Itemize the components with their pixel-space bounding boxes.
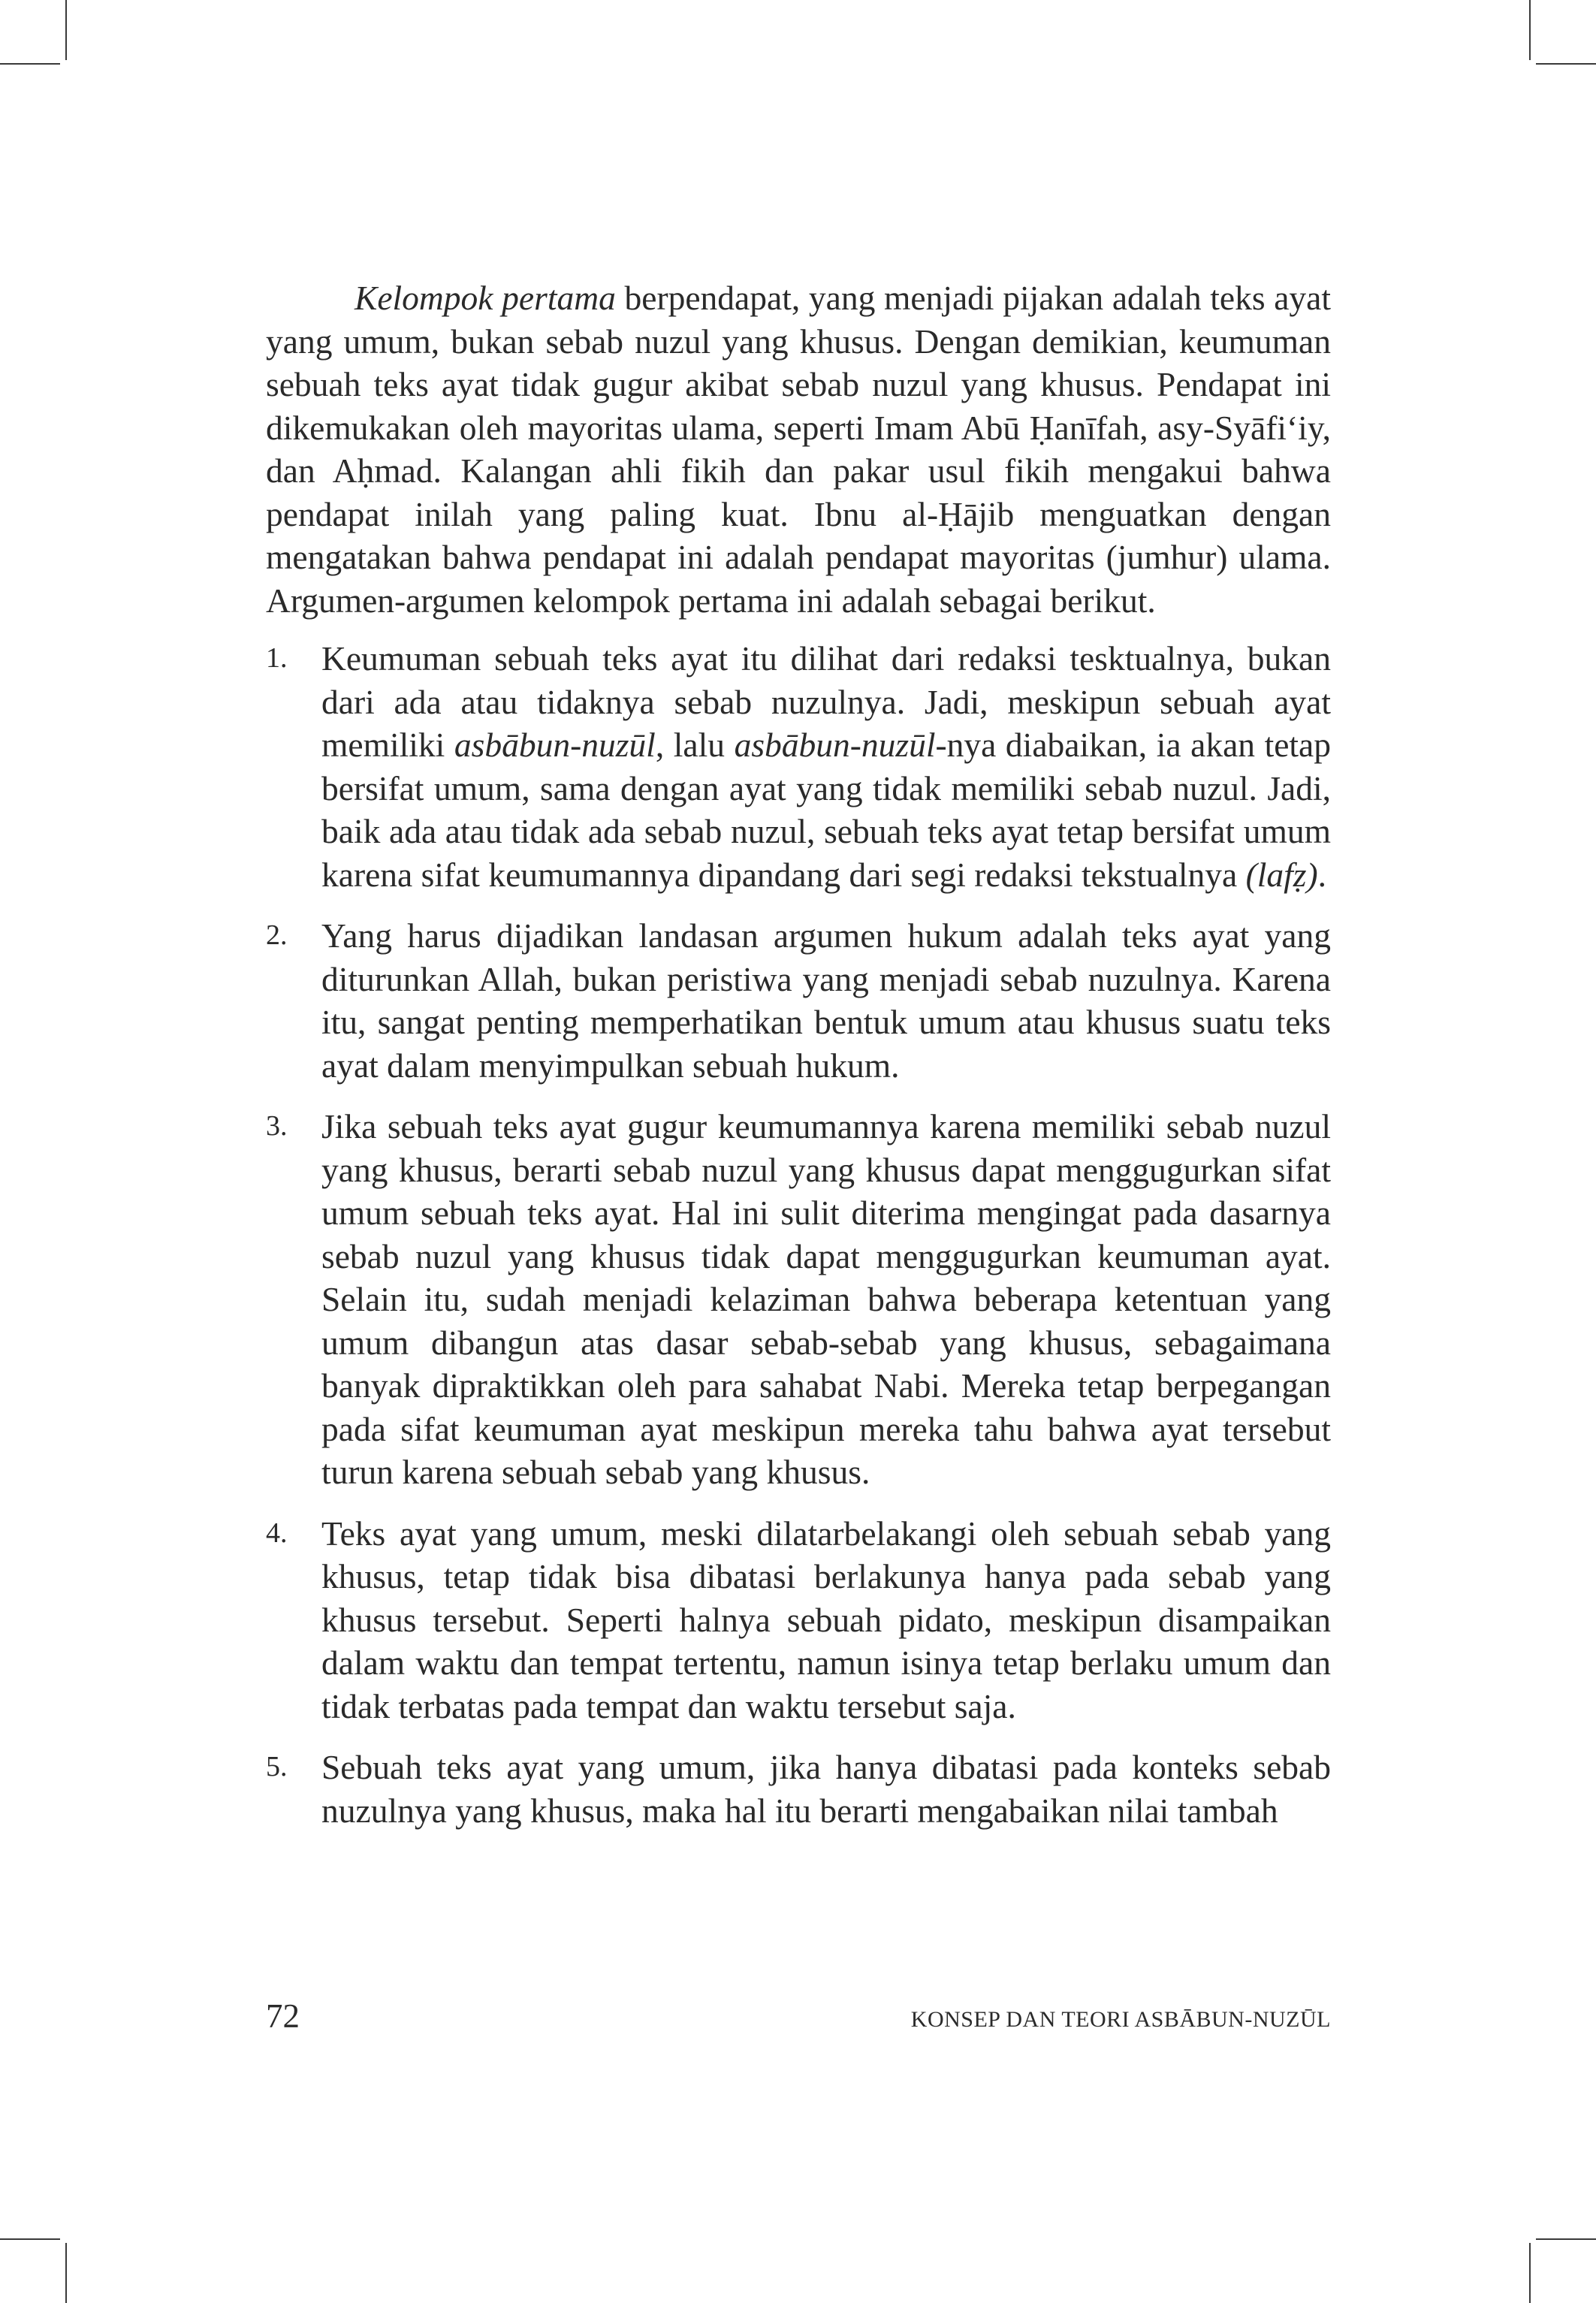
argument-text: Yang harus dijadikan landasan argumen hukum adalah teks ayat yang diturunkan Allah, bukan peristiwa yang menjadi sebab nuzulnya. Karena itu, sangat penting memperhatikan bentuk umum atau khusus suatu teks ayat dalam menyimpulkan sebuah hukum.	[321, 916, 1331, 1085]
argument-number: 3.	[266, 1110, 288, 1142]
argument-item-1	[266, 637, 1331, 896]
argument-item-3	[266, 1105, 1331, 1494]
argument-text-part: nya diabaikan, ia akan tetap bersifat umum, sama dengan ayat yang tidak memiliki sebab nuzul. Jadi, baik ada atau tidak ada sebab nuzul, sebuah teks ayat tetap bersifat umum karena sifat keumumannya dipandang dari segi redaksi tekstualnya	[321, 726, 1332, 894]
crop-mark-bottom-left-vertical	[65, 2243, 67, 2303]
intro-lead-italic: Kelompok pertama	[354, 279, 616, 317]
running-title: KONSEP DAN TEORI ASBĀBUN-NUZŪL	[910, 2007, 1331, 2032]
crop-mark-bottom-left-horizontal	[0, 2238, 60, 2240]
crop-mark-top-right-vertical	[1529, 0, 1531, 60]
body-text	[266, 276, 1331, 1850]
argument-number: 2.	[266, 919, 288, 951]
crop-mark-bottom-right-vertical	[1529, 2243, 1531, 2303]
argument-number: 1.	[266, 642, 288, 674]
argument-list	[266, 637, 1331, 1832]
crop-mark-top-left-vertical	[65, 0, 67, 60]
argument-text: Jika sebuah teks ayat gugur keumumannya karena memiliki sebab nuzul yang khusus, berarti sebab nuzul yang khusus dapat menggugurkan sifat umum sebuah teks ayat. Hal ini sulit diterima mengingat pada dasarnya sebab nuzul yang khusus tidak dapat menggugurkan keumuman ayat. Selain itu, sudah menjadi kelaziman bahwa beberapa ketentuan yang umum dibangun atas dasar sebab-sebab yang khusus, sebagaimana banyak dipraktikkan oleh para sahabat Nabi. Mereka tetap berpegangan pada sifat keumuman ayat meskipun mereka tahu bahwa ayat tersebut turun karena sebuah sebab yang khusus.	[321, 1107, 1331, 1491]
argument-text-part: .	[1317, 855, 1327, 894]
argument-italic-term: asbābun-nuzūl-	[734, 726, 947, 764]
intro-paragraph	[266, 276, 1331, 622]
argument-item-5	[266, 1746, 1331, 1832]
argument-text: Teks ayat yang umum, meski dilatarbelakangi oleh sebuah sebab yang khusus, tetap tidak bisa dibatasi berlakunya hanya pada sebab yang khusus tersebut. Seperti halnya sebuah pidato, meskipun disampaikan dalam waktu dan tempat tertentu, namun isinya tetap berlaku umum dan tidak terbatas pada tempat dan waktu tersebut saja.	[321, 1514, 1331, 1725]
page-footer	[266, 1997, 1331, 2042]
intro-text: berpendapat, yang menjadi pijakan adalah teks ayat yang umum, bukan sebab nuzul yang khusus. Dengan demikian, keumuman sebuah teks ayat tidak gugur akibat sebab nuzul yang khusus. Pendapat ini dikemukakan oleh mayoritas ulama, seperti Imam Abū Ḥanīfah, asy-Syāfiʻiy, dan Aḥmad. Kalangan ahli fikih dan pakar usul fikih mengakui bahwa pendapat inilah yang paling kuat. Ibnu al-Ḥājib menguatkan dengan mengatakan bahwa pendapat ini adalah pendapat mayoritas (jumhur) ulama. Argumen-argumen kelompok pertama ini adalah sebagai berikut.	[266, 279, 1332, 620]
crop-mark-top-left-horizontal	[0, 63, 60, 65]
argument-text: Sebuah teks ayat yang umum, jika hanya dibatasi pada konteks sebab nuzulnya yang khusus, maka hal itu berarti mengabaikan nilai tambah	[321, 1748, 1331, 1830]
argument-number: 5.	[266, 1751, 288, 1782]
argument-number: 4.	[266, 1517, 288, 1549]
argument-item-4	[266, 1512, 1331, 1728]
argument-italic-term: (lafẓ)	[1245, 855, 1318, 894]
crop-mark-top-right-horizontal	[1536, 63, 1596, 65]
crop-mark-bottom-right-horizontal	[1536, 2238, 1596, 2240]
argument-text-part: , lalu	[655, 726, 735, 764]
argument-item-2	[266, 914, 1331, 1087]
argument-text-part: Keumuman sebuah teks ayat itu dilihat dari redaksi tesktualnya, bukan dari ada atau tidaknya sebab nuzulnya. Jadi, meskipun sebuah ayat memiliki	[321, 639, 1331, 764]
argument-italic-term: asbābun-nuzūl	[454, 726, 656, 764]
page-number: 72	[266, 1997, 300, 2035]
